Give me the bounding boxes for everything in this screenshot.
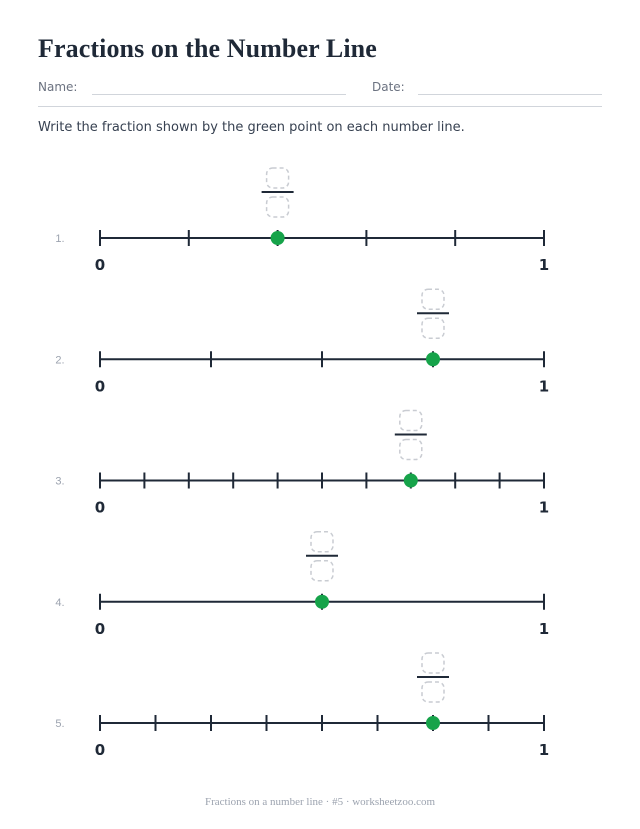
problem-1 [55, 168, 549, 274]
green-point [315, 595, 329, 609]
denominator-box [422, 682, 444, 702]
problem-3 [55, 411, 549, 517]
start-label: 0 [94, 256, 106, 274]
denominator-box [400, 440, 422, 460]
footer: Fractions on a number line · #5 · worksheetzoo.com [204, 796, 436, 808]
problem-number: 4. [55, 596, 65, 609]
date-label: Date: [372, 80, 405, 94]
end-label: 1 [538, 741, 550, 759]
start-label: 0 [94, 619, 106, 638]
end-label: 1 [538, 498, 550, 517]
denominator-box [422, 318, 444, 338]
end-label: 1 [538, 619, 550, 638]
denominator-box [311, 561, 333, 581]
problem-number: 5. [55, 718, 65, 730]
green-point [426, 352, 440, 366]
answer-fraction [306, 532, 338, 581]
answer-fraction [395, 411, 427, 460]
numerator-box [400, 411, 422, 431]
problem-4 [55, 532, 549, 638]
start-label: 0 [94, 741, 106, 759]
answer-fraction [262, 168, 294, 217]
start-label: 0 [94, 377, 106, 396]
problem-number: 1. [55, 233, 65, 245]
problem-number: 2. [55, 354, 65, 367]
green-point [426, 716, 440, 730]
numerator-box [422, 653, 444, 673]
start-label: 0 [94, 498, 106, 517]
name-label: Name: [38, 80, 78, 94]
problem-number: 3. [55, 475, 65, 488]
problem-5 [55, 653, 549, 759]
end-label: 1 [538, 377, 550, 396]
denominator-box [267, 197, 289, 217]
problem-2 [55, 289, 549, 395]
green-point [271, 231, 285, 245]
answer-fraction [417, 289, 449, 338]
answer-fraction [417, 653, 449, 702]
numerator-box [422, 289, 444, 309]
green-point [404, 474, 418, 488]
numerator-box [311, 532, 333, 552]
worksheet-title: Fractions on the Number Line [38, 34, 377, 63]
end-label: 1 [538, 256, 550, 274]
numerator-box [267, 168, 289, 188]
instructions: Write the fraction shown by the green point on each number line. [38, 120, 465, 135]
